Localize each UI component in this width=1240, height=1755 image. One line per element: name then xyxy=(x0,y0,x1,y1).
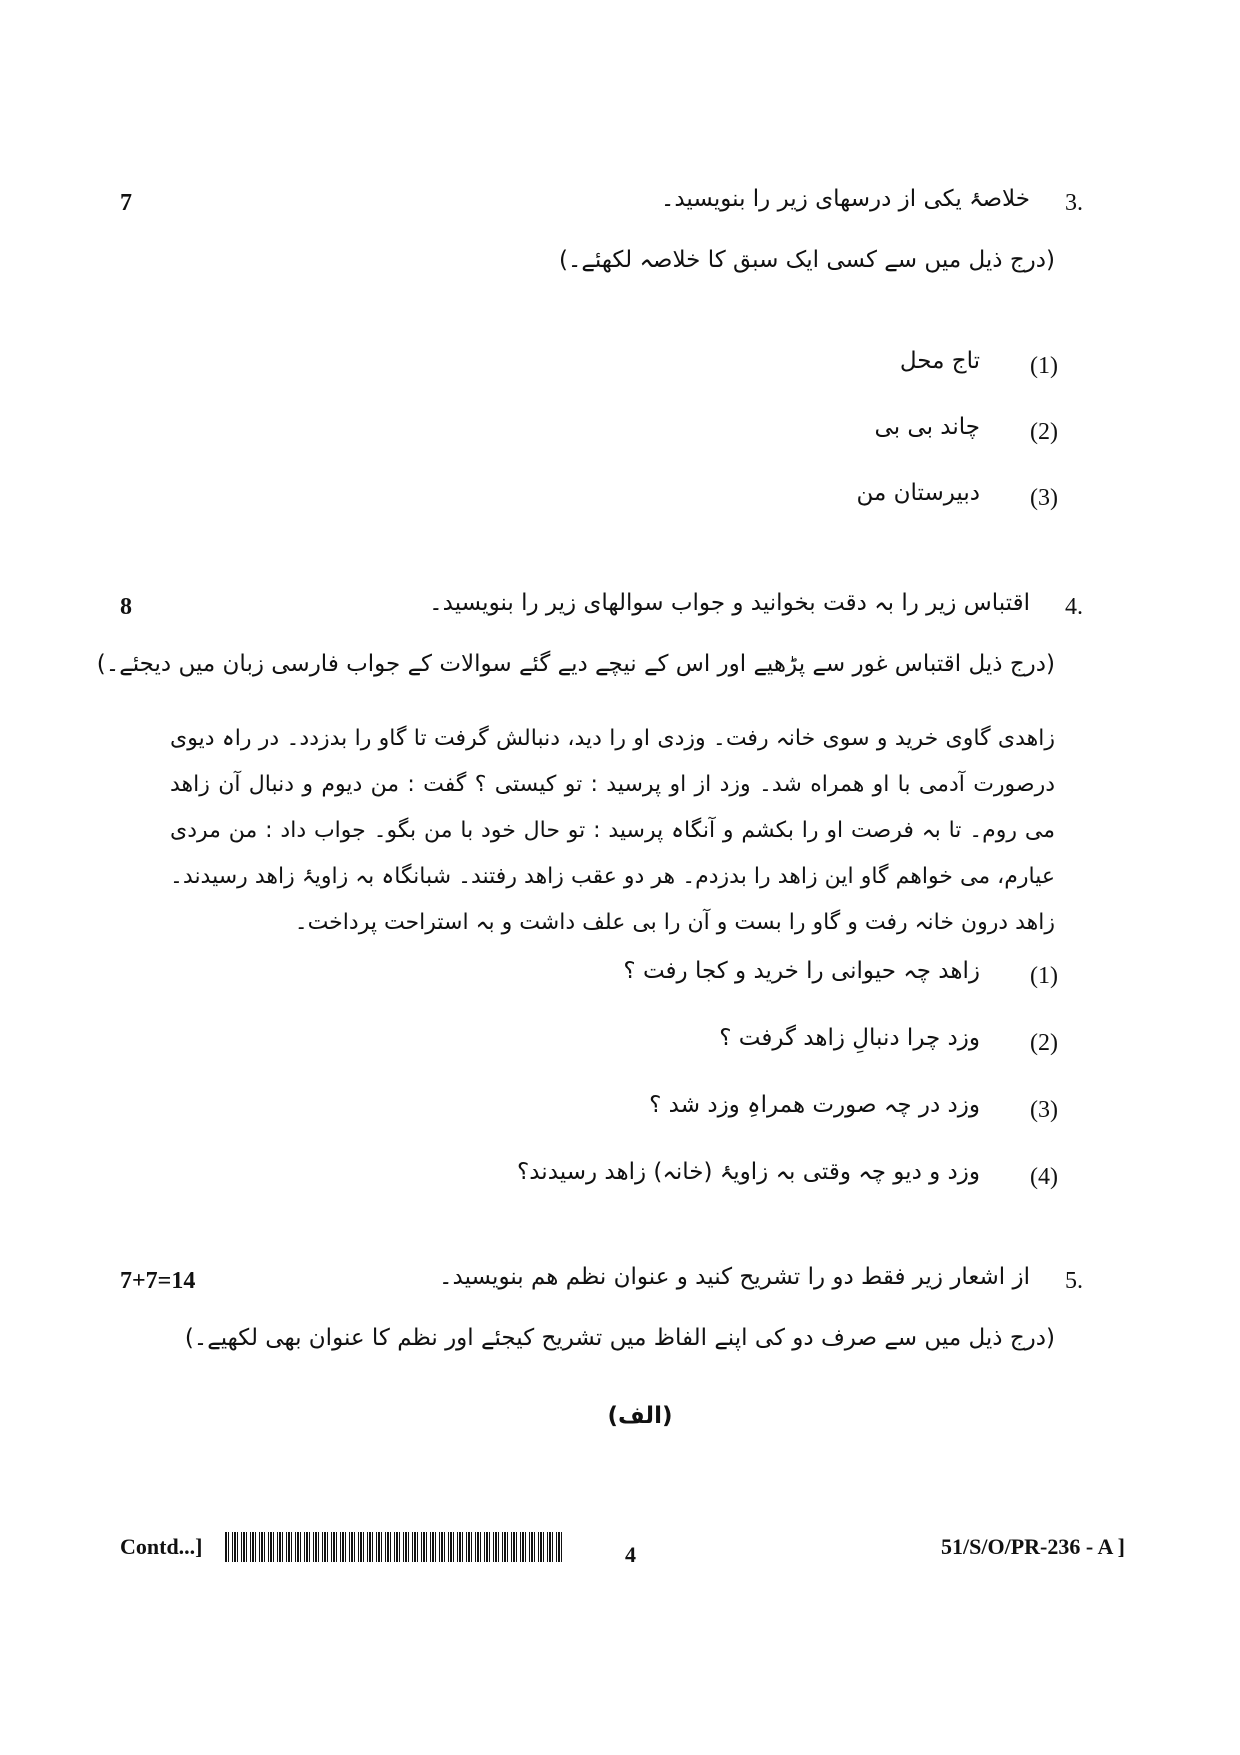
q3-marks: 7 xyxy=(120,190,132,216)
q3-option-2-text: چاند بی بی xyxy=(874,414,980,440)
q4-option-3-number: (3) xyxy=(1030,1097,1058,1123)
q5-persian-instruction: از اشعار زیر فقط دو را تشریح کنید و عنوان نظم هم بنویسید۔ xyxy=(439,1264,1030,1290)
q3-option-1-text: تاج محل xyxy=(899,348,980,374)
q5-urdu-instruction: (درج ذیل میں سے صرف دو کی اپنے الفاظ میں تشریح کیجئے اور نظم کا عنوان بھی لکھیے۔) xyxy=(184,1325,1055,1351)
paper-code: 51/S/O/PR-236 - A ] xyxy=(941,1534,1125,1559)
q3-persian-instruction: خلاصۂ یکی از درسهای زیر را بنویسید۔ xyxy=(660,186,1030,212)
q3-option-3-text: دبیرستان من xyxy=(856,480,980,506)
q4-option-2-number: (2) xyxy=(1030,1030,1058,1056)
q4-option-4-text: وزد و دیو چہ وقتی بہ زاویۂ (خانہ) زاهد رسیدند؟ xyxy=(517,1159,980,1185)
q5-marks: 7+7=14 xyxy=(120,1268,196,1294)
q4-option-3-text: وزد در چہ صورت همراہِ وزد شد ؟ xyxy=(649,1092,980,1118)
q3-option-1-number: (1) xyxy=(1030,353,1058,379)
footer-contd: Contd...] xyxy=(120,1534,203,1559)
q4-persian-instruction: اقتباس زیر را بہ دقت بخوانید و جواب سوالهای زیر را بنویسید۔ xyxy=(429,590,1030,616)
q3-option-2-number: (2) xyxy=(1030,419,1058,445)
barcode xyxy=(225,1532,565,1562)
q3-option-3-number: (3) xyxy=(1030,485,1058,511)
q3-urdu-instruction: (درج ذیل میں سے کسی ایک سبق کا خلاصہ لکھئے۔) xyxy=(558,247,1055,273)
q4-option-4-number: (4) xyxy=(1030,1164,1058,1190)
q3-number: 3. xyxy=(1065,190,1083,216)
q4-passage: زاهدی گاوی خرید و سوی خانہ رفت۔ وزدی او را دید، دنبالش گرفت تا گاو را بدزدد۔ در راہ دیوی درصورت آدمی با او همراه شد۔ وزد از او پرسید : تو کیستی ؟ گفت : من دیوم و دنبال آن زاهد می روم۔ تا بہ فرصت او را بکشم و آنگاہ پرسید : تو حال خود با من بگو۔ جواب داد : من مردی عیارم، می خواهم گاو این زاهد را بدزدم۔ هر دو عقب زاهد رفتند۔ شبانگاہ بہ زاویۂ زاهد رسیدند۔ زاهد درون خانہ رفت و گاو را بست و آن را بی علف داشت و بہ استراحت پرداخت۔ xyxy=(170,726,1055,935)
q4-option-1-text: زاهد چہ حیوانی را خرید و کجا رفت ؟ xyxy=(623,958,980,984)
q4-marks: 8 xyxy=(120,594,132,620)
q4-option-1-number: (1) xyxy=(1030,963,1058,989)
q5-section-label: (الف) xyxy=(607,1403,673,1429)
q5-number: 5. xyxy=(1065,1268,1083,1294)
page-number: 4 xyxy=(625,1542,636,1567)
q4-number: 4. xyxy=(1065,594,1083,620)
q4-urdu-instruction: (درج ذیل اقتباس غور سے پڑھیے اور اس کے نیچے دیے گئے سوالات کے جواب فارسی زبان میں دیجئے۔) xyxy=(96,651,1055,677)
q4-option-2-text: وزد چرا دنبالِ زاهد گرفت ؟ xyxy=(719,1025,980,1051)
